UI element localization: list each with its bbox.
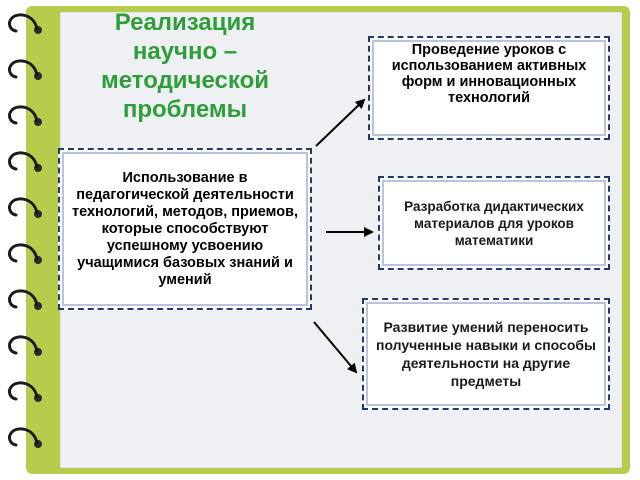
spiral-ring	[4, 424, 44, 454]
bottom-box	[362, 298, 610, 410]
spiral-ring	[4, 194, 44, 224]
spiral-ring	[4, 10, 44, 40]
top-box-text: Проведение уроков с использованием активных форм и инновационных технологий	[391, 42, 587, 106]
middle-box-text: Разработка дидактических материалов для уроков математики	[404, 198, 584, 248]
spiral-ring	[4, 102, 44, 132]
center-box	[58, 148, 312, 310]
spiral-ring	[4, 240, 44, 270]
spiral-ring	[4, 286, 44, 316]
spiral-ring	[4, 332, 44, 362]
bottom-box-text: Развитие умений переносить полученные навыки и способы деятельности на другие предметы	[376, 319, 596, 389]
center-box-text: Использование в педагогической деятельности технологий, методов, приемов, которые способствуют успешному усвоению учащимися базовых знаний и умений	[71, 169, 299, 288]
top-box	[368, 36, 610, 140]
slide-title: Реализация научно – методической проблемы	[101, 9, 269, 123]
spiral-ring	[4, 148, 44, 178]
spiral-ring	[4, 378, 44, 408]
spiral-ring	[4, 56, 44, 86]
middle-box	[378, 176, 610, 270]
